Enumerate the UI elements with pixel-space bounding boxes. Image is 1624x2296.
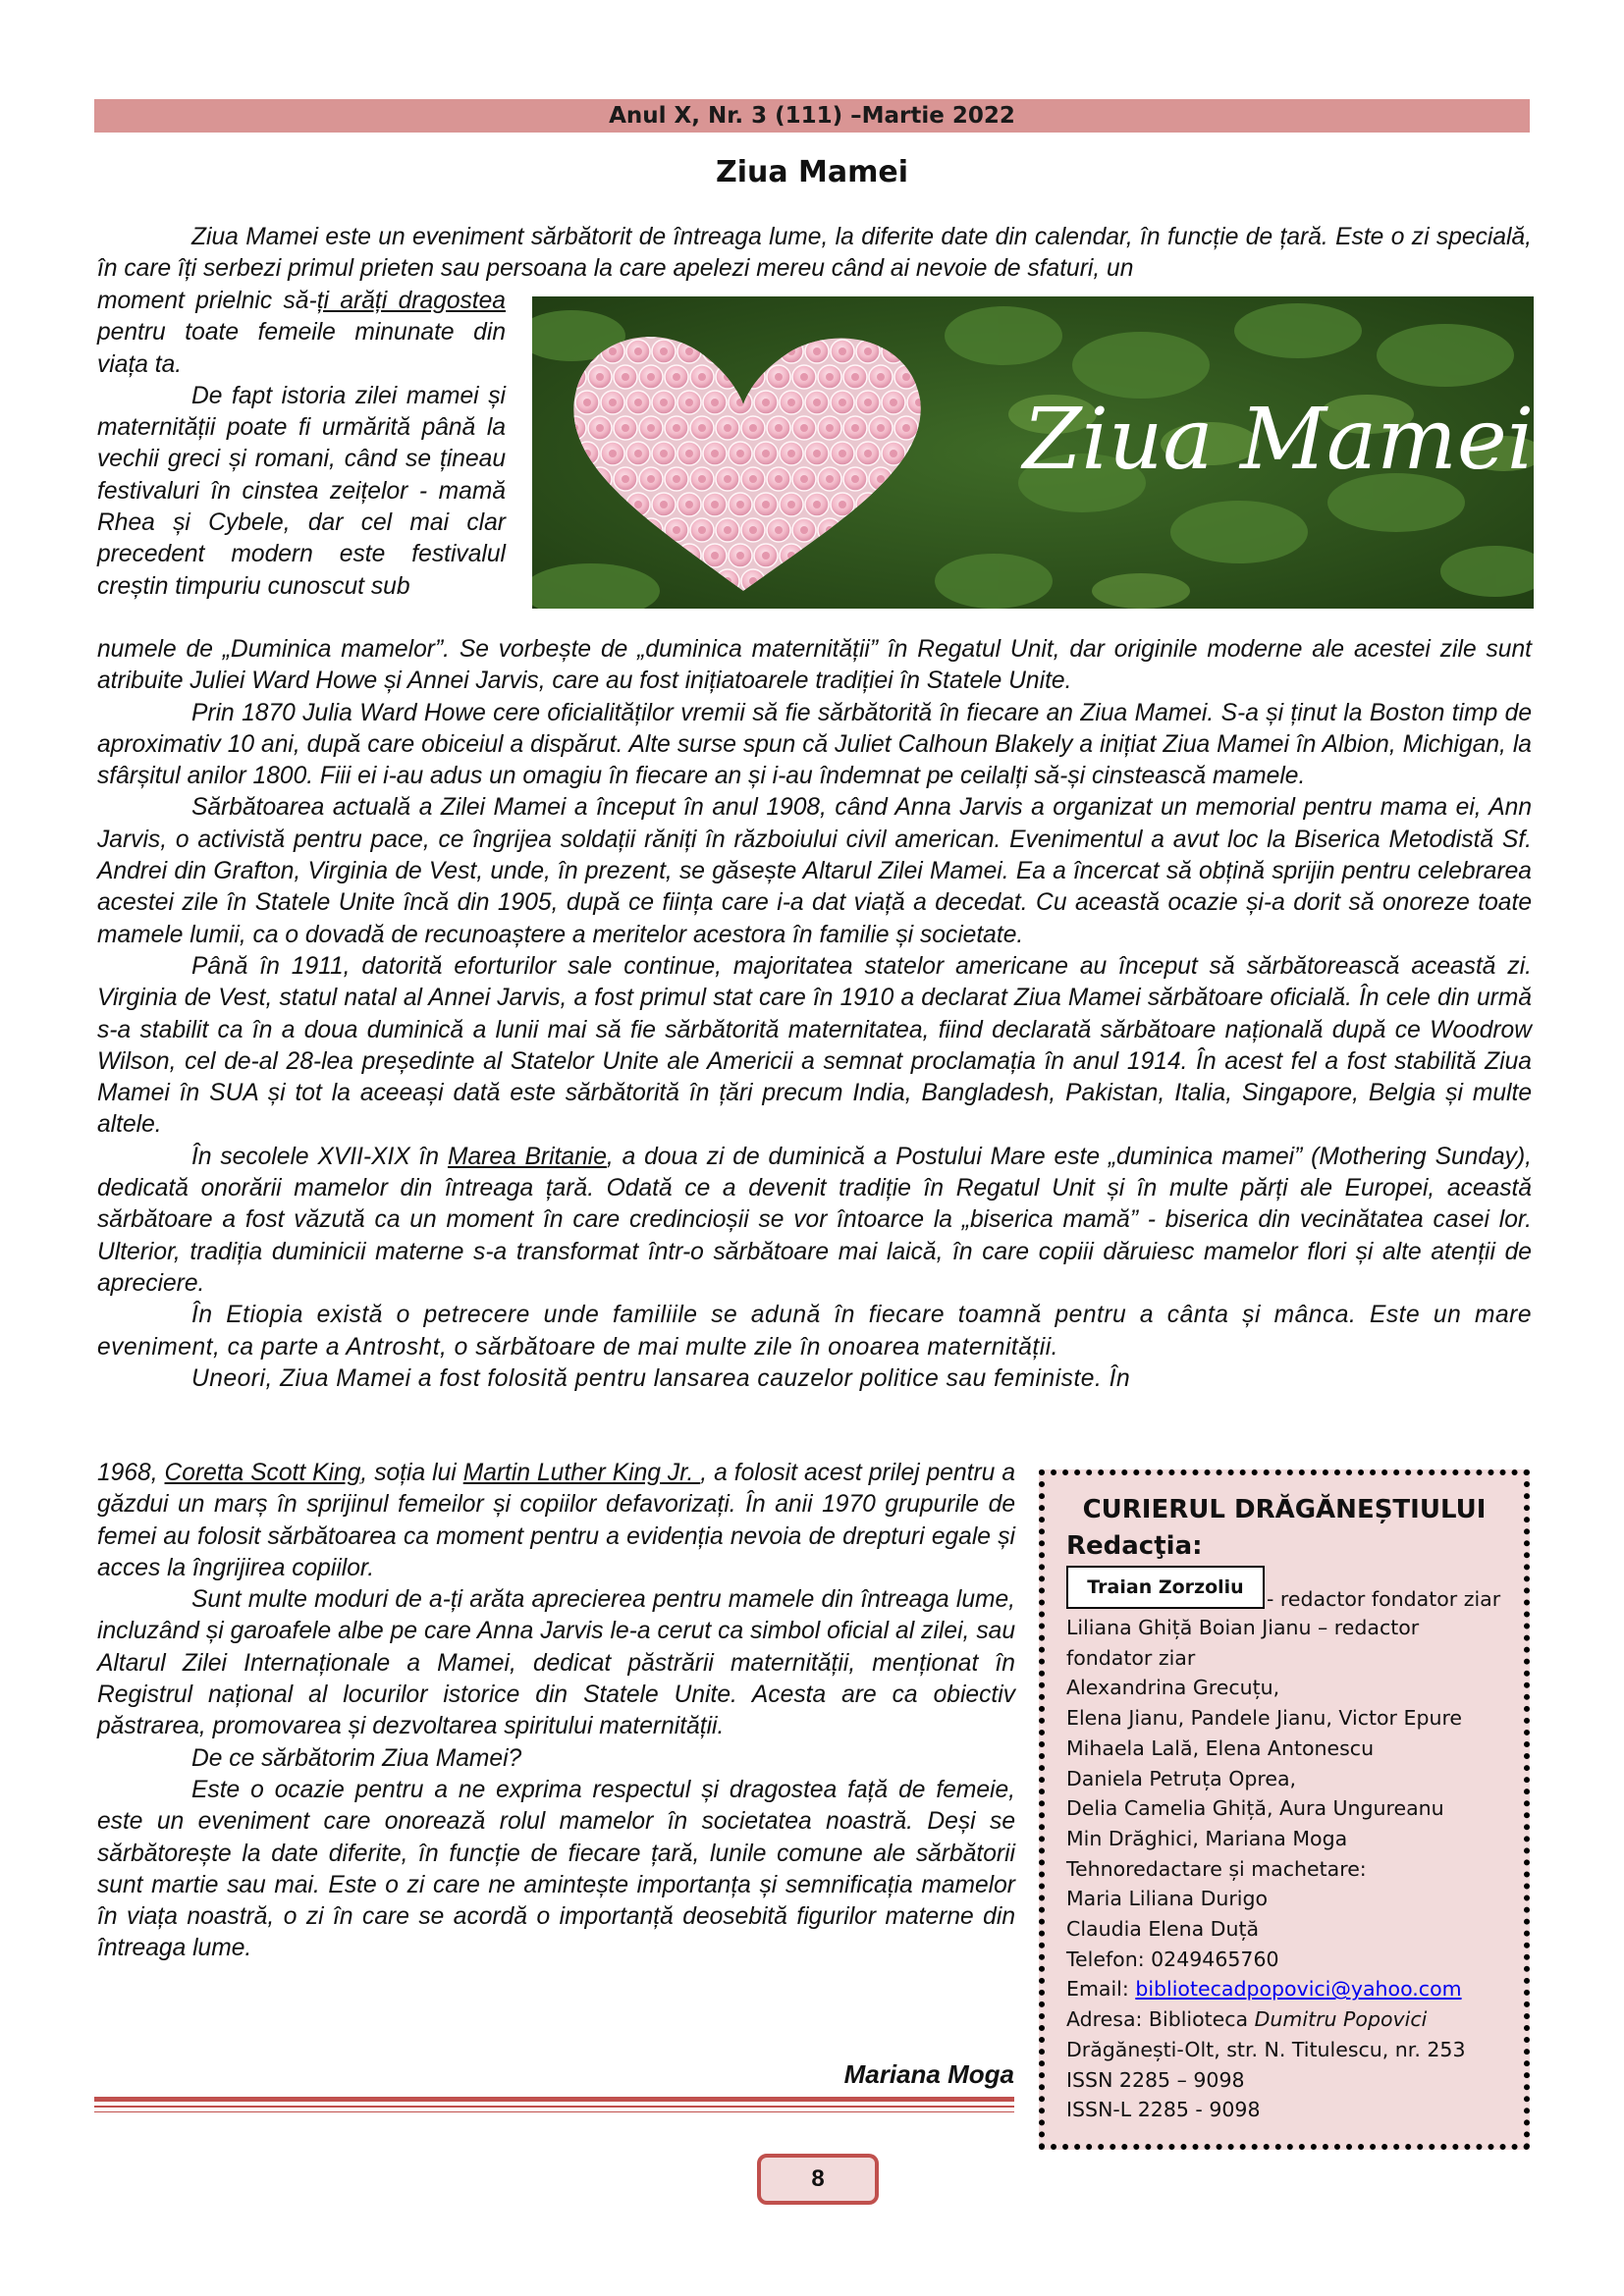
issn-line: ISSN 2285 – 9098 xyxy=(1066,2067,1245,2092)
rose-center xyxy=(787,450,795,457)
rose-center xyxy=(826,424,834,432)
staff-line: Mihaela Lală, Elena Antonescu xyxy=(1066,1735,1375,1760)
issue-header: Anul X, Nr. 3 (111) –Martie 2022 xyxy=(609,103,1015,129)
staff-line: Claudia Elena Duță xyxy=(1066,1917,1260,1942)
rose-center xyxy=(698,373,706,381)
staff-line: Daniela Petruța Oprea, xyxy=(1066,1766,1297,1790)
paragraph-3: Prin 1870 Julia Ward Howe cere oficialităților vremii să fie sărbătorită în fiecare an Ziua Mamei. S-a și ținut la Boston timp de aproximativ 10 ani, după care obiceiul a dispărut. Alte surse spun că Juliet Calhoun Blakely a inițiat Ziua Mamei în Albion, Michigan, la sfârșitul anilor 1800. Fiii ei i-au adus un omagiu în fiecare an și i-au îndemnat pe ceilalți să-și cinstească mamele. xyxy=(97,699,1532,790)
editorial-staff-list xyxy=(1066,1613,1518,2125)
paragraph-8-continued: 1968, Coretta Scott King, soția lui Martin Luther King Jr. , a folosit acest prilej pentru a găzdui un marș în sprijinul femeilor și copiilor defavorizați. În anii 1970 grupurile de femei au folosit sărbătoarea ca moment pentru a evidenția nevoia de drepturi egale și acces la îngrijirea copiilor. xyxy=(97,1460,1015,1581)
rose-center xyxy=(749,424,757,432)
founder-role: - redactor fondator ziar xyxy=(1267,1587,1501,1611)
rose-center xyxy=(660,501,668,508)
rose-center xyxy=(877,424,885,432)
rose-center xyxy=(839,450,846,457)
staff-line: Tehnoredactare și machetare: xyxy=(1066,1856,1367,1881)
rose-center xyxy=(864,450,872,457)
rose-center xyxy=(673,526,680,534)
rose-center xyxy=(902,373,910,381)
coretta-scott-king-link[interactable]: Coretta Scott King xyxy=(164,1460,361,1486)
newspaper-name: CURIERUL DRĂGĂNEȘTIULUI xyxy=(1082,1495,1487,1524)
editorial-info-box xyxy=(1039,1469,1530,2150)
email-link[interactable]: bibliotecadpopovici@yahoo.com xyxy=(1135,1977,1462,2002)
rose-center xyxy=(839,399,846,406)
email-line: Email: bibliotecadpopovici@yahoo.com xyxy=(1066,1977,1462,2002)
rose-center xyxy=(839,501,846,508)
rose-center xyxy=(583,399,591,406)
staff-line: Maria Liliana Durigo xyxy=(1066,1887,1269,1911)
rose-center xyxy=(851,424,859,432)
rose-center xyxy=(813,450,821,457)
rose-center xyxy=(736,501,744,508)
rose-center xyxy=(596,424,604,432)
rose-center xyxy=(647,475,655,483)
heart-roses-illustration xyxy=(532,296,1534,609)
rose-center xyxy=(775,373,783,381)
rose-center xyxy=(762,501,770,508)
rose-center xyxy=(660,450,668,457)
article-title: Ziua Mamei xyxy=(715,155,909,189)
side-column xyxy=(97,286,506,603)
editorial-heading: Redacţia: xyxy=(1066,1531,1203,1561)
divider-rule xyxy=(94,2097,1014,2102)
staff-line: fondator ziar xyxy=(1066,1645,1196,1670)
founder-name-box: Traian Zorzoliu xyxy=(1066,1566,1265,1609)
rose-center xyxy=(673,475,680,483)
rose-center xyxy=(609,347,617,355)
rose-center xyxy=(698,424,706,432)
rose-center xyxy=(596,373,604,381)
rose-center xyxy=(685,399,693,406)
page-number: 8 xyxy=(757,2154,879,2205)
rose-center xyxy=(877,373,885,381)
rose-center xyxy=(685,501,693,508)
paragraph-8-start: Uneori, Ziua Mamei a fost folosită pentru lansarea cauzelor politice sau feministe. În xyxy=(191,1364,1131,1392)
rose-center xyxy=(711,450,719,457)
address-line: Adresa: Biblioteca Dumitru Popovici xyxy=(1066,2007,1428,2032)
rose-center xyxy=(711,501,719,508)
phone-line: Telefon: 0249465760 xyxy=(1066,1947,1279,1971)
rose-center xyxy=(622,475,629,483)
paragraph-9: Sunt multe moduri de a-ți arăta aprecierea pentru mamele din întreaga lume, incluzând și garoafele albe pe care Anna Jarvis le-a cerut ca simbol oficial al zilei, sau Altarul Zilei Internaționale a Mamei, dedicat păstrării maternității, menționat în Registrul național al locurilor istorice din Statele Unite. Acesta are ca obiectiv păstrarea, promovarea și dezvoltarea spiritului maternității. xyxy=(97,1586,1015,1740)
ziua-mamei-image xyxy=(532,296,1534,609)
rose-center xyxy=(698,526,706,534)
martin-luther-king-link[interactable]: Martin Luther King Jr. xyxy=(462,1460,701,1486)
rose-center xyxy=(673,424,680,432)
rose-center xyxy=(736,450,744,457)
rose-center xyxy=(800,526,808,534)
rose-center xyxy=(698,475,706,483)
rose-center xyxy=(724,475,731,483)
main-body xyxy=(97,634,1532,1395)
staff-line: Alexandrina Grecuțu, xyxy=(1066,1676,1280,1700)
rose-center xyxy=(787,501,795,508)
rose-center xyxy=(826,373,834,381)
rose-center xyxy=(622,424,629,432)
address-street: Drăgănești-Olt, str. N. Titulescu, nr. 253 xyxy=(1066,2037,1466,2061)
paragraph-4: Sărbătoarea actuală a Zilei Mamei a început în anul 1908, când Anna Jarvis a organizat un memorial pentru mama ei, Ann Jarvis, o activistă pentru pace, ce îngrijea soldații răniți în războiului civil american. Evenimentul a avut loc la Biserica Metodistă Sf. Andrei din Grafton, Virginia de Vest, unde, în prezent, se găsește Altarul Zilei Mamei. Ea a încercat să obțină sprijin pentru celebrarea acestei zile în Statele Unite încă din 1905, după ce ființa care i-a dat viață a decedat. Cu această ocazie și-a dorit să onoreze toate mamele lumii, ca o dovadă de recunoaștere a meritelor acestora în familie și societate. xyxy=(97,794,1532,948)
rose-center xyxy=(890,450,897,457)
staff-line: Min Drăghici, Mariana Moga xyxy=(1066,1826,1348,1850)
rose-center xyxy=(775,475,783,483)
paragraph-intro xyxy=(97,222,1532,286)
rose-center xyxy=(647,373,655,381)
rose-center xyxy=(634,399,642,406)
image-script-text: Ziua Mamei xyxy=(1022,391,1534,489)
paragraph-1-continued: moment prielnic să-ți arăți dragostea pentru toate femeile minunate din viața ta. xyxy=(97,288,506,378)
paragraph-1-text: Ziua Mamei este un eveniment sărbătorit de întreaga lume, la diferite date din calendar, în funcție de țară. Este o zi specială, în care îți serbezi primul prieten sau persoana la care apelezi mereu când ai nevoie de sfaturi, un xyxy=(97,224,1532,283)
staff-line: Liliana Ghiță Boian Jianu – redactor xyxy=(1066,1616,1420,1639)
rose-center xyxy=(724,526,731,534)
rose-center xyxy=(673,373,680,381)
rose-center xyxy=(685,450,693,457)
lower-column xyxy=(97,1458,1015,1965)
show-love-link[interactable]: ți arăți dragostea xyxy=(316,288,506,314)
rose-center xyxy=(839,347,846,355)
article-author: Mariana Moga xyxy=(843,2059,1014,2089)
rose-center xyxy=(775,424,783,432)
rose-center xyxy=(762,450,770,457)
rose-center xyxy=(749,526,757,534)
paragraph-7: În Etiopia există o petrecere unde familiile se adună în fiecare toamnă pentru a cânta și mânca. Este un mare eveniment, ca parte a Antrosht, o sărbătoare de mai multe zile în onoarea maternității. xyxy=(97,1302,1532,1361)
rose-center xyxy=(813,347,821,355)
paragraph-11: Este o ocazie pentru a ne exprima respectul și dragostea față de femeie, este un eveniment care onorează rolul mamelor în societatea noastră. Deși se sărbătorește la date diferite, în funcție de fiecare țară, lunile comune ale sărbătorii sunt martie sau mai. Este o zi care ne amintește importanța și semnificația mamelor în viața noastră, o zi în care se acordă o importanță deosebită figurilor materne din întreaga lume. xyxy=(97,1776,1015,1962)
rose-center xyxy=(660,347,668,355)
divider-rule xyxy=(94,2106,1014,2108)
rose-center xyxy=(902,424,910,432)
rose-center xyxy=(826,475,834,483)
rose-center xyxy=(864,347,872,355)
rose-center xyxy=(711,552,719,560)
rose-center xyxy=(787,399,795,406)
rose-center xyxy=(762,399,770,406)
rose-center xyxy=(634,347,642,355)
rose-center xyxy=(749,475,757,483)
rose-center xyxy=(813,399,821,406)
rose-center xyxy=(800,424,808,432)
paragraph-2-continued: numele de „Duminica mamelor”. Se vorbește de „duminica maternității” în Regatul Unit, dar originile moderne ale acestei zile sunt atribuite Juliei Ward Howe și Annei Jarvis, care au fost inițiatoarele tradiției în Statele Unite. xyxy=(97,636,1532,695)
paragraph-10: De ce sărbătorim Ziua Mamei? xyxy=(191,1744,522,1772)
rose-center xyxy=(609,399,617,406)
staff-line: Elena Jianu, Pandele Jianu, Victor Epure xyxy=(1066,1706,1463,1731)
rose-center xyxy=(762,552,770,560)
paragraph-2-side: De fapt istoria zilei mamei și maternității poate fi urmărită până la vechii greci și romani, când se țineau festivaluri în cinstea zeițelor - mamă Rhea și Cybele, dar cel mai clar precedent modern este festivalul creștin timpuriu cunoscut sub xyxy=(97,382,506,600)
rose-center xyxy=(685,347,693,355)
rose-center xyxy=(736,552,744,560)
rose-center xyxy=(851,373,859,381)
rose-center xyxy=(622,373,629,381)
rose-center xyxy=(660,399,668,406)
rose-center xyxy=(877,475,885,483)
issn-l-line: ISSN-L 2285 - 9098 xyxy=(1066,2098,1261,2122)
paragraph-6: În secolele XVII-XIX în Marea Britanie, a doua zi de duminică a Postului Mare este „duminica mamei” (Mothering Sunday), dedicată onorării mamelor din întreaga țară. Odată ce a devenit tradiție în Regatul Unit și în multe părți ale Europei, această sărbătoare a fost văzută ca un moment în care credincioșii se vor întoarce la „biserica mamă” - biserica din vecinătatea casei lor. Ulterior, tradiția duminicii materne s-a transformat într-o sărbătoare mai laică, în care copiii dăruiesc mamelor flori și alte atenții de apreciere. xyxy=(97,1143,1533,1297)
rose-center xyxy=(634,450,642,457)
staff-line: Delia Camelia Ghiță, Aura Ungureanu xyxy=(1066,1796,1444,1821)
rose-center xyxy=(647,424,655,432)
rose-center xyxy=(851,475,859,483)
rose-center xyxy=(800,373,808,381)
rose-center xyxy=(864,399,872,406)
rose-center xyxy=(813,501,821,508)
rose-center xyxy=(609,450,617,457)
divider-rule xyxy=(94,2111,1014,2112)
paragraph-5: Până în 1911, datorită eforturilor sale continue, majoritatea statelor americane au început să sărbătorească această zi. Virginia de Vest, statul natal al Annei Jarvis, a fost primul stat care în 1910 a declarat Ziua Mamei sărbătoare oficială. În cele din urmă s-a stabilit ca în a doua duminică a lunii mai să fie sărbătorită maternitatea, fiind declarată sărbătoare națională după ce Woodrow Wilson, cel de-al 28-lea președinte al Statelor Unite ale Americii a semnat proclamația în anul 1914. În acest fel a fost stabilită Ziua Mamei în SUA și tot la aceeași dată este sărbătorită în țări precum India, Bangladesh, Pakistan, Italia, Singapore, Belgia și multe altele. xyxy=(97,952,1532,1139)
rose-center xyxy=(711,399,719,406)
rose-center xyxy=(775,526,783,534)
rose-center xyxy=(890,399,897,406)
rose-center xyxy=(724,424,731,432)
rose-center xyxy=(634,501,642,508)
great-britain-link[interactable]: Marea Britanie xyxy=(447,1143,607,1170)
rose-center xyxy=(800,475,808,483)
